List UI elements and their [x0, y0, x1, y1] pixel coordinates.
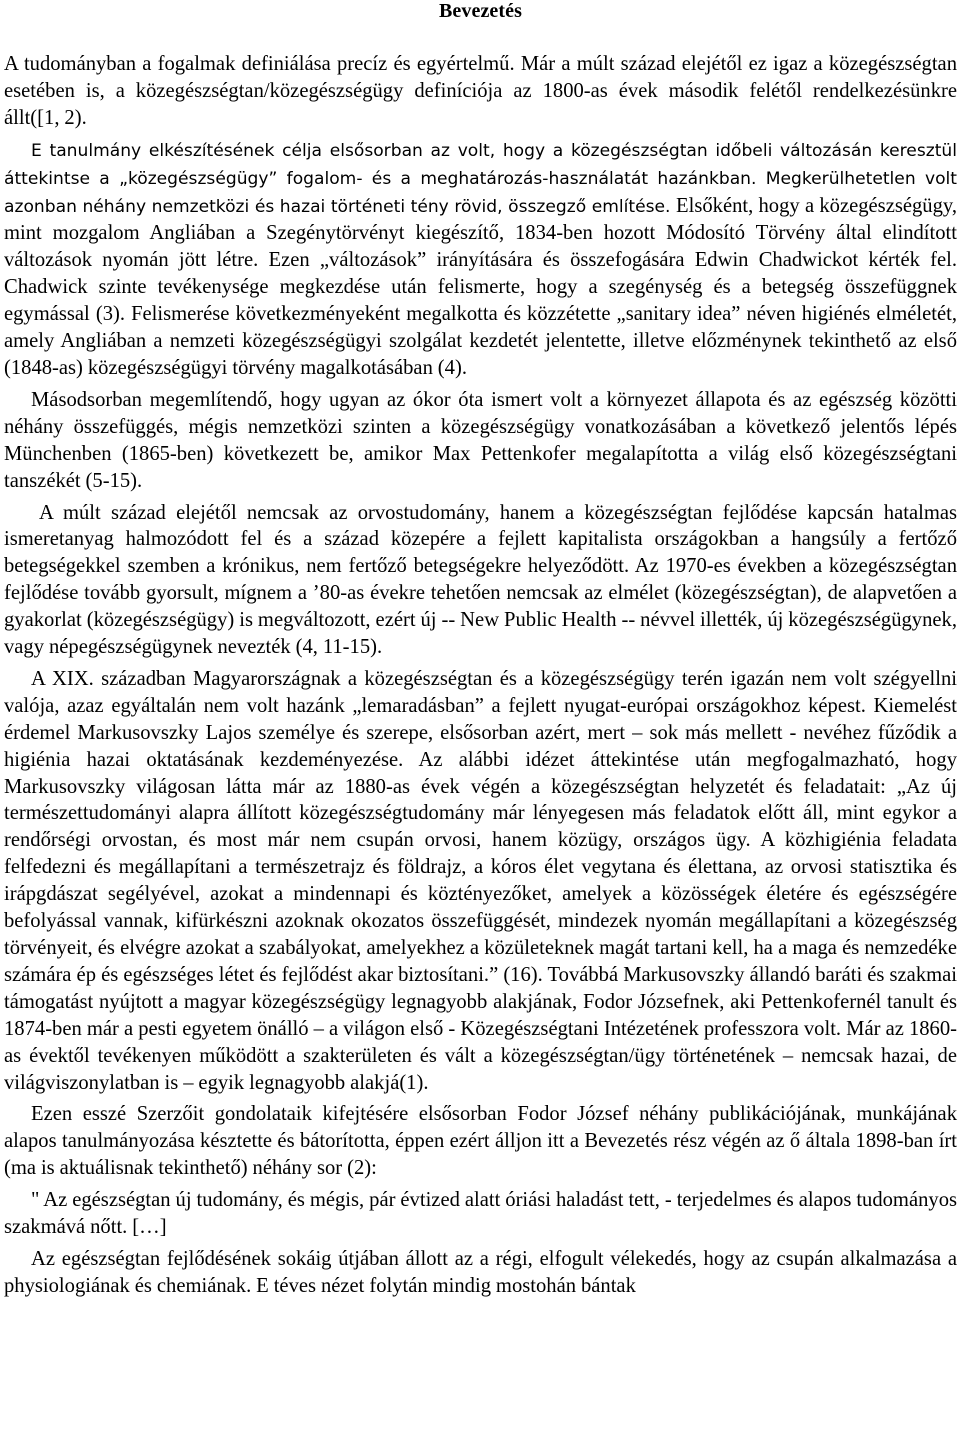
paragraph-pettenkofer [4, 387, 957, 495]
paragraph-quote-continued [4, 1246, 957, 1300]
paragraph-text: Elsőként, hogy a közegészségügy, mint mozgalom Angliában a Szegénytörvényt kiegészítő, 1834-ben hozott Módosító Törvény által elindított változások nyomán jött létre. Ezen „változások” irányítására és összefogására Edwin Chadwickot kérték fel. Chadwick szinte tevékenysége megkezdése után felismerte, hogy a szegénység és a betegség összefüggnek egymással (3). Felismerése következményeként megalkotta és közzétette „sanitary idea” néven higiénés elméletét, amely Angliában a nemzeti közegészségügyi szolgálat kezdetét jelentette, illetve előzménynek tekinthető az első (1848-as) közegészségügyi törvény magalkotásában (4). [4, 194, 957, 379]
paragraph-markusovszky [4, 666, 957, 1097]
page-title: Bevezetés [438, 0, 523, 22]
paragraph-quote-start [4, 1187, 957, 1241]
paragraph-text: Az egészségtan fejlődésének sokáig útjában állott az a régi, elfogult vélekedés, hogy az csupán alkalmazása a physiologiának és chemiának. E téves nézet folytán mindig mostohán bántak [4, 1247, 957, 1297]
paragraph-text: Ezen esszé Szerzőit gondolataik kifejtésére elsősorban Fodor József néhány publikációjának, munkájának alapos tanulmányozása késztette és bátorította, éppen ezért álljon itt a Bevezetés rész végén az ő általa 1898-ban írt (ma is aktuálisnak tekinthető) néhány sor (2): [4, 1103, 957, 1180]
paragraph-text: " Az egészségtan új tudomány, és mégis, pár évtized alatt óriási haladást tett, - terjedelmes és alapos tudományos szakmává nőtt. […] [4, 1189, 957, 1239]
paragraph-text: Másodsorban megemlítendő, hogy ugyan az ókor óta ismert volt a környezet állapota és az egészség közötti néhány összefüggés, mégis nemzetközi szinten a közegészségügy vonatkozásában a következő jelentős lépés Münchenben (1865-ben) következett be, amikor Max Pettenkofer megalapította a világ első közegészségtani tanszékét (5-15). [4, 388, 957, 492]
paragraph-text: A XIX. században Magyarországnak a közegészségtan és a közegészségügy terén igazán nem volt szégyellni valója, azaz egyáltalán nem volt hazánk „lemaradásban” a fejlett nyugat-európai országokhoz képest. Kiemelést érdemel Markusovszky Lajos személye és szerepe, elsősorban azért, mert – sok más mellett - nevéhez fűződik a higiénia hazai oktatásának kezdeményezése. Az alábbi idézet áttekintése után megfogalmazható, hogy Markusovszky világosan látta már az 1880-as évek végén a közegészségtan helyzetét és feladatait: „Az új természettudományi alapra állított közegészségtudomány már lényegesen más feladatok előtt áll, mint egykor a rendőrségi orvostan, és most már nem csupán orvosi, hanem közügy, országos ügy. A közhigiénia feladata felfedezni és megállapítani a természetrajz és földrajz, a kóros élet vegytana és élettana, az orvosi statisztika és irápgdászat segélyével, azokat a mindennapi és köztényezőket, amelyek a közösségek életére és egészségére befolyással vannak, kifürkészni azoknak okozatos összefüggését, mindezek nyomán megállapítani a közegészség törvényeit, és elvégre azokat a szabályokat, amelyekhez a közületeknek magát tartani kell, ha a maga és nemzedéke számára ép és egészséges létet és fejlődést akar biztosítani.” (16). Továbbá Markusovszky állandó baráti és szakmai támogatást nyújtott a magyar közegészségügy legnagyobb alakjának, Fodor Józsefnek, aki Pettenkofernél tanult és 1874-ben már a pesti egyetem önálló – a világon első - Közegészségtani Intézetének professzora volt. Már az 1860-as évektől tevékenyen működött a szakterületen és vált a közegészségtan/ügy történetének – nemcsak hazai, de világviszonylatban is – egyik legnagyobb alakjá(1). [4, 667, 957, 1094]
document-page [4, 0, 957, 1300]
paragraph-purpose [4, 137, 957, 382]
paragraph-new-public-health [4, 500, 957, 661]
paragraph-intro [4, 51, 957, 132]
paragraph-text-sans: E tanulmány elkészítésének célja elsősorban az volt, hogy a közegészségtan időbeli változásán keresztül áttekintse a „közegészségügy” fogalom- és a meghatározás-használatát hazánkban. Megkerülhetetlen volt azonban néhány nemzetközi és hazai történeti tény rövid, összegző említése. [4, 140, 957, 217]
paragraph-text: A múlt század elejétől nemcsak az orvostudomány, hanem a közegészségtan fejlődése kapcsán hatalmas ismeretanyag halmozódott fel és a század közepére a fejlett kapitalista országokban a hangsúly a fertőző betegségekkel szemben a krónikus, nem fertőző betegségekre helyeződött. Az 1970-es években a közegészségtan fejlődése tovább gyorsult, mígnem a ’80-as évekre tehetően nemcsak az elmélet (közegészségtan), de alapvetően a gyakorlat (közegészségügy) is megváltozott, ezért új -- New Public Health -- névvel illették, új közegészségügynek, vagy népegészségügynek nevezték (4, 11-15). [4, 501, 957, 659]
paragraph-text: A tudományban a fogalmak definiálása precíz és egyértelmű. Már a múlt század elejétől ez igaz a közegészségtan esetében is, a közegészségtan/közegészségügy definíciója az 1800-as évek második felétől rendelkezésünkre állt([1, 2). [4, 53, 957, 129]
paragraph-authors [4, 1101, 957, 1182]
